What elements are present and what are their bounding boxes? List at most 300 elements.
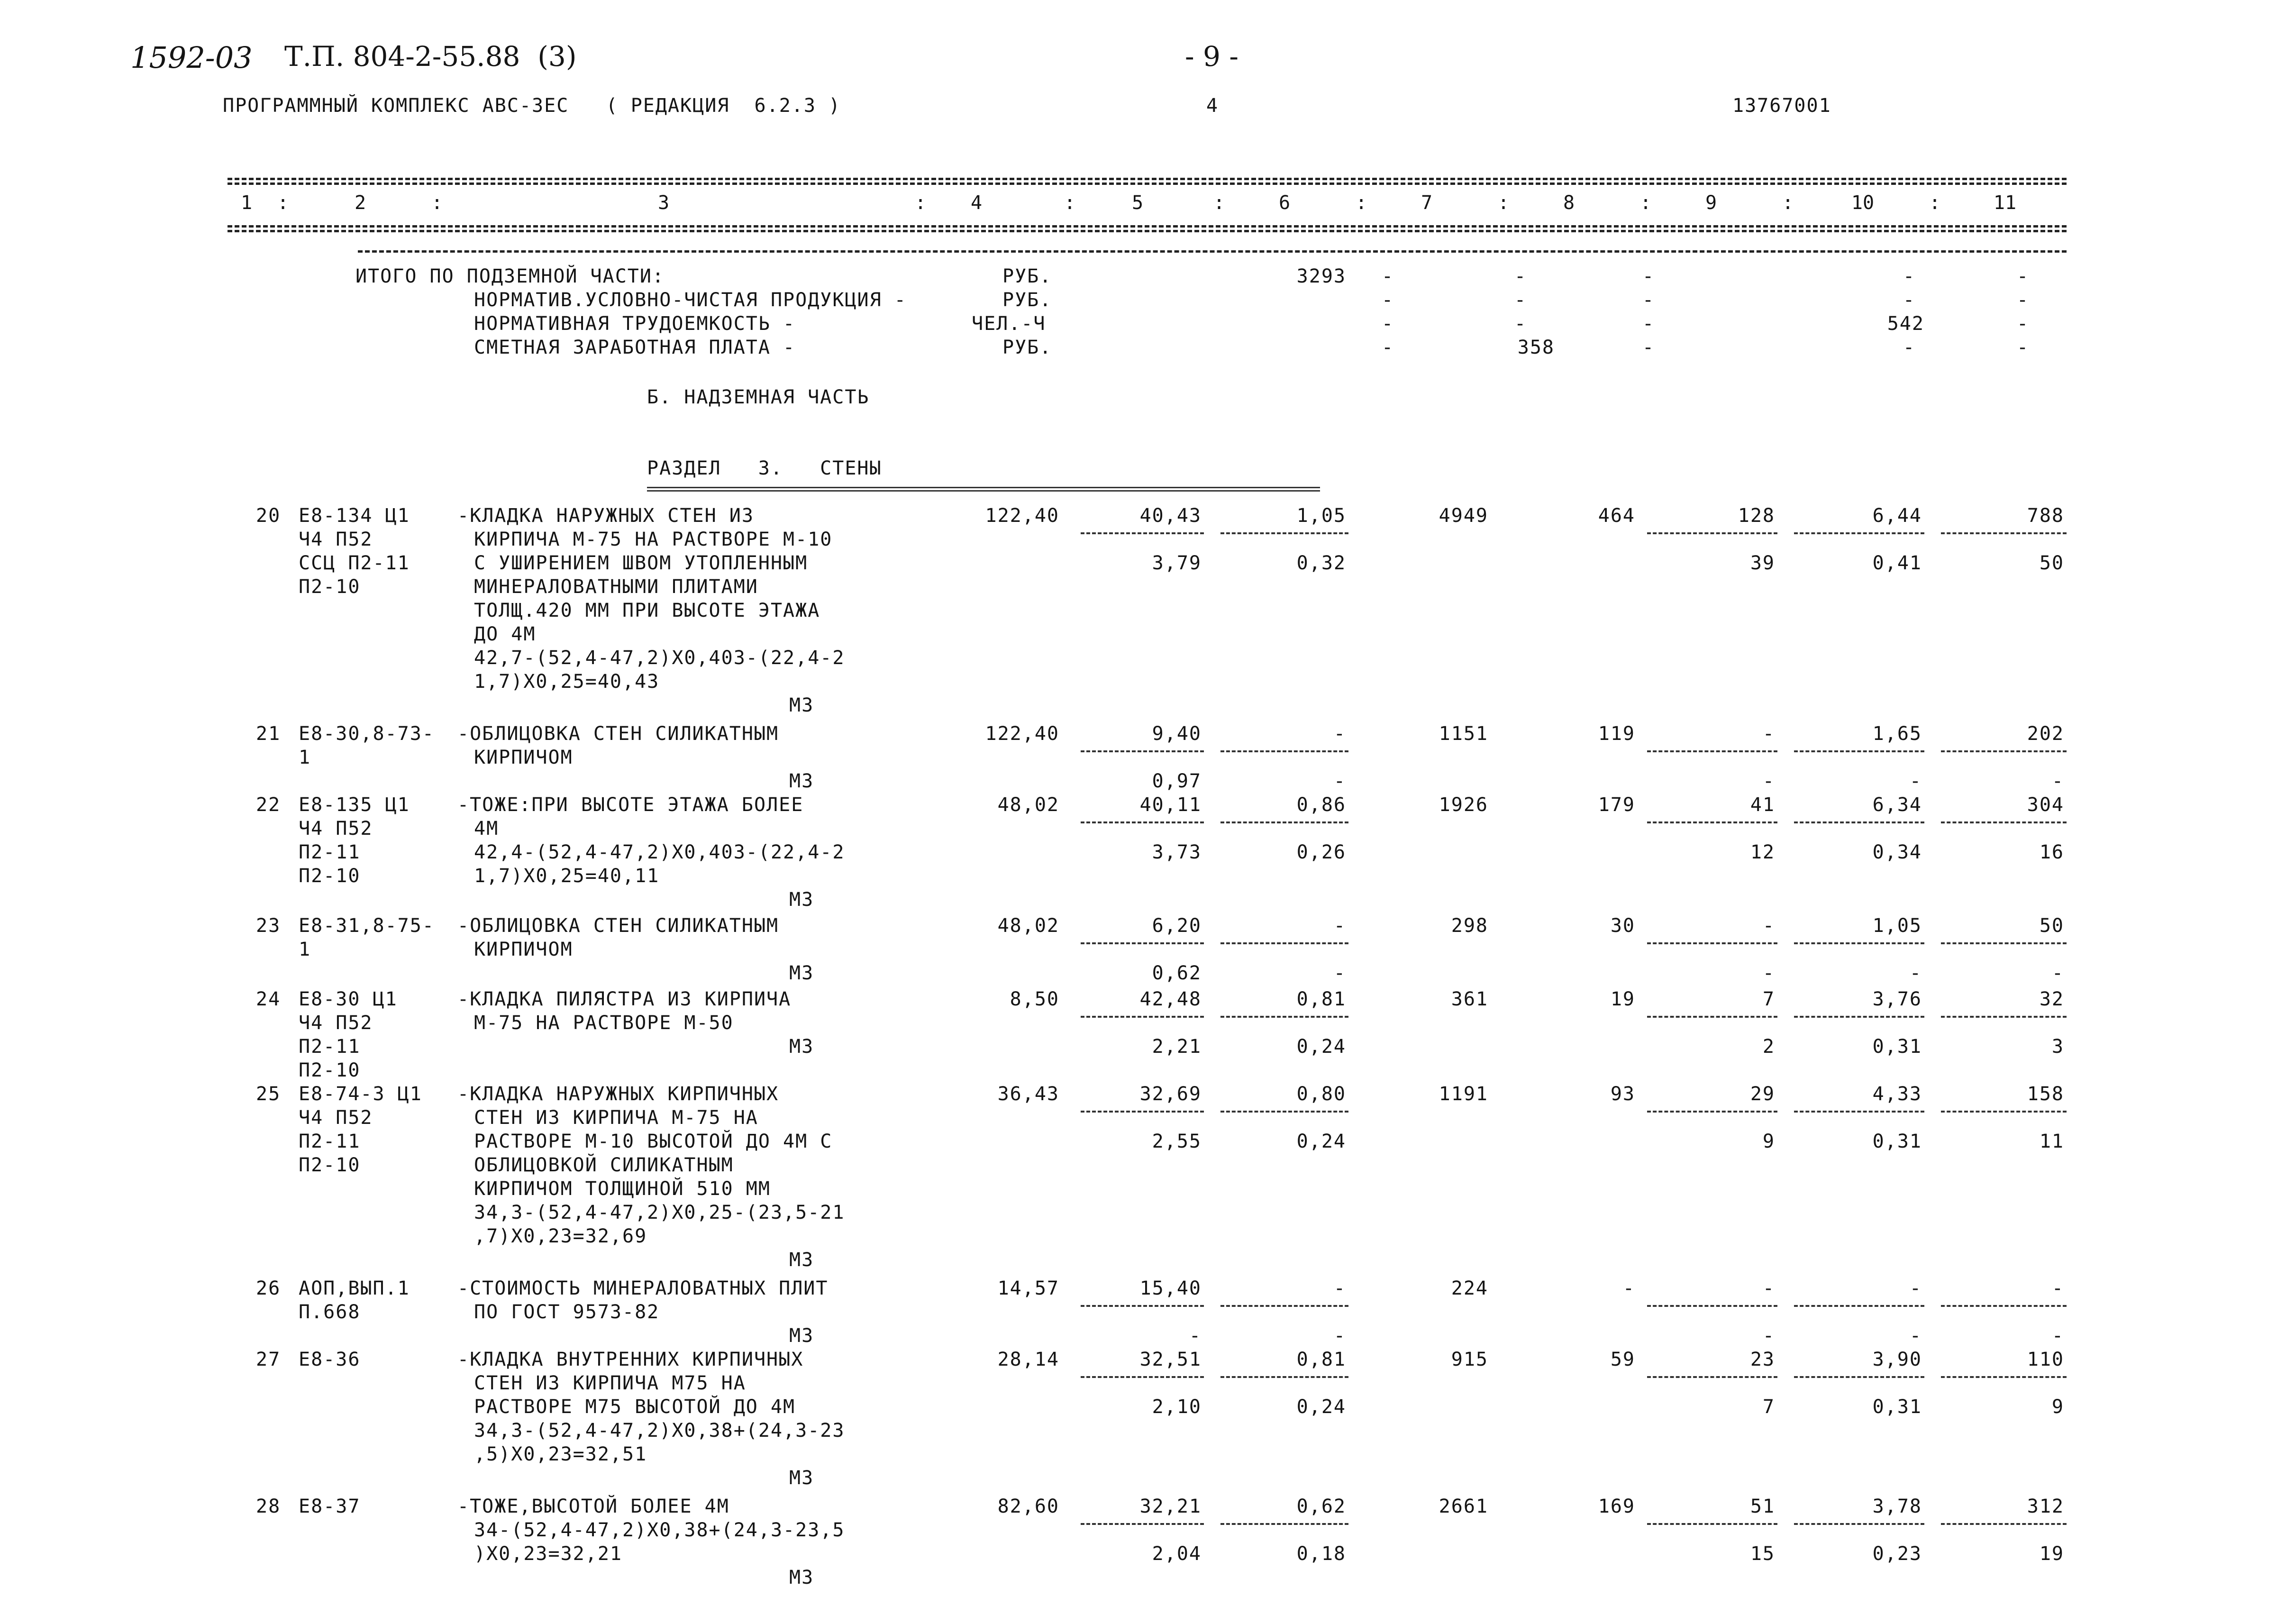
cell-c10b: - bbox=[1909, 770, 1922, 792]
row-description: С УШИРЕНИЕМ ШВОМ УТОПЛЕННЫМ bbox=[474, 552, 808, 574]
cell-c9b: - bbox=[1762, 1325, 1775, 1347]
cell-c6b: 0,24 bbox=[1296, 1131, 1346, 1152]
row-code: П2-10 bbox=[299, 865, 361, 887]
cell-rule bbox=[1220, 1305, 1348, 1307]
column-number: 6 bbox=[1278, 192, 1291, 214]
cell-c5b: 2,55 bbox=[1152, 1131, 1202, 1152]
totals-dash: - bbox=[1903, 337, 1916, 358]
column-separator: : bbox=[1929, 192, 1942, 214]
column-number: 4 bbox=[970, 192, 983, 214]
column-separator: : bbox=[431, 192, 444, 214]
totals-dash: - bbox=[2017, 337, 2030, 358]
totals-dash: - bbox=[1382, 337, 1394, 358]
totals-dash: - bbox=[1642, 313, 1655, 335]
cell-c10b: 0,31 bbox=[1872, 1131, 1922, 1152]
totals-dash: - bbox=[1382, 265, 1394, 287]
cell-rule bbox=[1794, 1016, 1924, 1018]
row-unit: М3 bbox=[789, 1467, 814, 1489]
row-number: 27 bbox=[256, 1349, 281, 1370]
cell-rule bbox=[1220, 942, 1348, 944]
cell-c10: 6,34 bbox=[1872, 794, 1922, 816]
row-description: КИРПИЧОМ ТОЛЩИНОЙ 510 ММ bbox=[474, 1178, 771, 1200]
cell-c10b: 0,41 bbox=[1872, 552, 1922, 574]
cell-c11: 50 bbox=[2039, 915, 2064, 937]
totals-dash: - bbox=[2017, 313, 2030, 335]
cell-c6b: - bbox=[1333, 770, 1346, 792]
row-description: 1,7)Х0,25=40,11 bbox=[474, 865, 660, 887]
totals-conditional-product: НОРМАТИВ.УСЛОВНО-ЧИСТАЯ ПРОДУКЦИЯ - bbox=[474, 289, 907, 311]
header-bottom-rule bbox=[228, 225, 2067, 228]
cell-c4: 122,40 bbox=[985, 723, 1059, 745]
cell-rule bbox=[1647, 1305, 1777, 1307]
cell-c10: 1,05 bbox=[1872, 915, 1922, 937]
cell-c5: 32,69 bbox=[1139, 1083, 1202, 1105]
cell-c9b: 12 bbox=[1750, 841, 1775, 863]
cell-c6b: 0,18 bbox=[1296, 1543, 1346, 1565]
cell-c8: 169 bbox=[1598, 1496, 1635, 1517]
cell-c4: 8,50 bbox=[1010, 988, 1059, 1010]
cell-c9: 51 bbox=[1750, 1496, 1775, 1517]
row-unit: М3 bbox=[789, 889, 814, 911]
totals-dash: - bbox=[2017, 265, 2030, 287]
cell-c7: 1151 bbox=[1439, 723, 1488, 745]
cell-c5b: 3,73 bbox=[1152, 841, 1202, 863]
row-description: 42,7-(52,4-47,2)Х0,403-(22,4-2 bbox=[474, 647, 845, 669]
row-code: 1 bbox=[299, 939, 311, 960]
cell-c10: 3,90 bbox=[1872, 1349, 1922, 1370]
cell-c9b: 15 bbox=[1750, 1543, 1775, 1565]
column-number: 11 bbox=[1993, 192, 2017, 214]
cell-c4: 48,02 bbox=[997, 915, 1059, 937]
cell-c5: 42,48 bbox=[1139, 988, 1202, 1010]
document-reference: Т.П. 804-2-55.88 (3) bbox=[284, 40, 577, 73]
cell-c9: - bbox=[1762, 915, 1775, 937]
row-code: Ч4 П52 bbox=[299, 529, 373, 550]
cell-rule bbox=[1220, 1111, 1348, 1113]
cell-c10: 4,33 bbox=[1872, 1083, 1922, 1105]
cell-c7: 2661 bbox=[1439, 1496, 1488, 1517]
row-code: Е8-74-3 Ц1 bbox=[299, 1083, 422, 1105]
cell-c5: 32,21 bbox=[1139, 1496, 1202, 1517]
row-description: ,7)Х0,23=32,69 bbox=[474, 1225, 647, 1247]
cell-c5: 40,11 bbox=[1139, 794, 1202, 816]
cell-rule bbox=[1220, 1523, 1348, 1525]
handwritten-code: 1592-03 bbox=[130, 40, 253, 75]
row-unit: М3 bbox=[789, 962, 814, 984]
row-code: Е8-30 Ц1 bbox=[299, 988, 398, 1010]
cell-c5: 15,40 bbox=[1139, 1277, 1202, 1299]
row-unit: М3 bbox=[789, 770, 814, 792]
row-code: Ч4 П52 bbox=[299, 818, 373, 839]
row-unit: М3 bbox=[789, 1036, 814, 1058]
cell-rule bbox=[1794, 1111, 1924, 1113]
cell-c10: 1,65 bbox=[1872, 723, 1922, 745]
page-number: - 9 - bbox=[1185, 40, 1239, 73]
cell-c4: 82,60 bbox=[997, 1496, 1059, 1517]
row-code: Е8-30,8-73- bbox=[299, 723, 435, 745]
cell-c10b: 0,31 bbox=[1872, 1036, 1922, 1058]
cell-rule bbox=[1941, 532, 2067, 534]
totals-unit-4: РУБ. bbox=[1002, 337, 1052, 358]
document-code: 13767001 bbox=[1732, 95, 1831, 117]
cell-rule bbox=[1794, 1305, 1924, 1307]
totals-dash: - bbox=[1382, 289, 1394, 311]
cell-c7: 1191 bbox=[1439, 1083, 1488, 1105]
row-code: П2-11 bbox=[299, 1131, 361, 1152]
row-code: П2-11 bbox=[299, 841, 361, 863]
cell-rule bbox=[1220, 1376, 1348, 1378]
cell-c6: 0,86 bbox=[1296, 794, 1346, 816]
cell-c9: - bbox=[1762, 1277, 1775, 1299]
cell-rule bbox=[1941, 750, 2067, 752]
cell-c11: 158 bbox=[2027, 1083, 2064, 1105]
row-description: ОБЛИЦОВКОЙ СИЛИКАТНЫМ bbox=[474, 1154, 734, 1176]
cell-rule bbox=[1081, 1376, 1204, 1378]
cell-c8: 464 bbox=[1598, 505, 1635, 527]
totals-dash: - bbox=[1514, 265, 1527, 287]
row-description: КИРПИЧА М-75 НА РАСТВОРЕ М-10 bbox=[474, 529, 833, 550]
cell-rule bbox=[1647, 750, 1777, 752]
cell-c11: 110 bbox=[2027, 1349, 2064, 1370]
row-description: )Х0,23=32,21 bbox=[474, 1543, 622, 1565]
cell-rule bbox=[1941, 1111, 2067, 1113]
program-line: ПРОГРАММНЫЙ КОМПЛЕКС АВС-3ЕС ( РЕДАКЦИЯ 6.2.3 ) bbox=[223, 95, 841, 117]
cell-c10b: 0,31 bbox=[1872, 1396, 1922, 1418]
row-description: ДО 4М bbox=[474, 623, 536, 645]
cell-rule bbox=[1647, 821, 1777, 823]
totals-dash: - bbox=[1642, 337, 1655, 358]
cell-c6: - bbox=[1333, 915, 1346, 937]
cell-c11: 312 bbox=[2027, 1496, 2064, 1517]
row-number: 23 bbox=[256, 915, 281, 937]
cell-c11b: 16 bbox=[2039, 841, 2064, 863]
row-code: Е8-37 bbox=[299, 1496, 361, 1517]
row-code: П2-11 bbox=[299, 1036, 361, 1058]
cell-c8: - bbox=[1622, 1277, 1635, 1299]
row-code: Ч4 П52 bbox=[299, 1107, 373, 1129]
cell-c11: 304 bbox=[2027, 794, 2064, 816]
cell-c7: 4949 bbox=[1439, 505, 1488, 527]
row-description: -КЛАДКА ВНУТРЕННИХ КИРПИЧНЫХ bbox=[457, 1349, 804, 1370]
row-number: 24 bbox=[256, 988, 281, 1010]
cell-c9b: - bbox=[1762, 770, 1775, 792]
section-b-heading: Б. НАДЗЕМНАЯ ЧАСТЬ bbox=[647, 386, 870, 408]
cell-c6: 0,62 bbox=[1296, 1496, 1346, 1517]
cell-c11b: 19 bbox=[2039, 1543, 2064, 1565]
cell-c10: 3,76 bbox=[1872, 988, 1922, 1010]
cell-c8: 19 bbox=[1610, 988, 1635, 1010]
cell-rule bbox=[1081, 942, 1204, 944]
cell-c5b: 2,21 bbox=[1152, 1036, 1202, 1058]
cell-rule bbox=[1647, 1111, 1777, 1113]
row-number: 26 bbox=[256, 1277, 281, 1299]
row-description: 1,7)Х0,25=40,43 bbox=[474, 671, 660, 693]
totals-col6: 3293 bbox=[1296, 265, 1346, 287]
cell-c11b: - bbox=[2051, 962, 2064, 984]
cell-c4: 36,43 bbox=[997, 1083, 1059, 1105]
cell-c11b: 9 bbox=[2051, 1396, 2064, 1418]
cell-rule bbox=[1941, 1305, 2067, 1307]
cell-c6: 0,81 bbox=[1296, 988, 1346, 1010]
cell-rule bbox=[1081, 532, 1204, 534]
cell-c6b: - bbox=[1333, 1325, 1346, 1347]
cell-c10b: - bbox=[1909, 1325, 1922, 1347]
cell-c6b: 0,24 bbox=[1296, 1036, 1346, 1058]
cell-rule bbox=[1647, 1016, 1777, 1018]
row-code: П2-10 bbox=[299, 576, 361, 598]
totals-unit-2: РУБ. bbox=[1002, 289, 1052, 311]
cell-c6b: 0,26 bbox=[1296, 841, 1346, 863]
cell-c6: - bbox=[1333, 723, 1346, 745]
cell-c5: 6,20 bbox=[1152, 915, 1202, 937]
cell-c6: 1,05 bbox=[1296, 505, 1346, 527]
totals-col8: 358 bbox=[1517, 337, 1555, 358]
totals-dash: - bbox=[2017, 289, 2030, 311]
row-description: -ТОЖЕ,ВЫСОТОЙ БОЛЕЕ 4М bbox=[457, 1496, 729, 1517]
row-description: ,5)Х0,23=32,51 bbox=[474, 1443, 647, 1465]
row-description: СТЕН ИЗ КИРПИЧА М75 НА bbox=[474, 1372, 746, 1394]
cell-c9: 128 bbox=[1738, 505, 1775, 527]
cell-c5b: 2,04 bbox=[1152, 1543, 1202, 1565]
column-number: 9 bbox=[1705, 192, 1717, 214]
row-code: П2-10 bbox=[299, 1154, 361, 1176]
cell-rule bbox=[1081, 1305, 1204, 1307]
cell-c7: 1926 bbox=[1439, 794, 1488, 816]
row-description: СТЕН ИЗ КИРПИЧА М-75 НА bbox=[474, 1107, 758, 1129]
totals-col10: 542 bbox=[1887, 313, 1924, 335]
cell-c4: 14,57 bbox=[997, 1277, 1059, 1299]
cell-c11b: 11 bbox=[2039, 1131, 2064, 1152]
row-description: -ОБЛИЦОВКА СТЕН СИЛИКАТНЫМ bbox=[457, 723, 779, 745]
cell-c9: 29 bbox=[1750, 1083, 1775, 1105]
cell-c7: 298 bbox=[1451, 915, 1488, 937]
cell-rule bbox=[1941, 1376, 2067, 1378]
cell-c7: 224 bbox=[1451, 1277, 1488, 1299]
row-code: П.668 bbox=[299, 1301, 361, 1323]
cell-rule bbox=[1220, 750, 1348, 752]
cell-c9: 7 bbox=[1762, 988, 1775, 1010]
totals-unit-3: ЧЕЛ.-Ч bbox=[972, 313, 1046, 335]
row-description: -ОБЛИЦОВКА СТЕН СИЛИКАТНЫМ bbox=[457, 915, 779, 937]
column-separator: : bbox=[1498, 192, 1511, 214]
row-description: РАСТВОРЕ М75 ВЫСОТОЙ ДО 4М bbox=[474, 1396, 796, 1418]
row-code: П2-10 bbox=[299, 1059, 361, 1081]
header-top-rule bbox=[228, 178, 2067, 180]
cell-c6: - bbox=[1333, 1277, 1346, 1299]
cell-rule bbox=[1647, 532, 1777, 534]
cell-c11: 32 bbox=[2039, 988, 2064, 1010]
row-description: 34-(52,4-47,2)Х0,38+(24,3-23,5 bbox=[474, 1519, 845, 1541]
row-code: Е8-134 Ц1 bbox=[299, 505, 410, 527]
row-unit: М3 bbox=[789, 1325, 814, 1347]
cell-c10b: 0,23 bbox=[1872, 1543, 1922, 1565]
cell-c7: 361 bbox=[1451, 988, 1488, 1010]
cell-c6: 0,81 bbox=[1296, 1349, 1346, 1370]
cell-c6: 0,80 bbox=[1296, 1083, 1346, 1105]
cell-c11b: - bbox=[2051, 770, 2064, 792]
header-bottom-rule-2 bbox=[228, 230, 2067, 232]
cell-c9b: 7 bbox=[1762, 1396, 1775, 1418]
section-3-underline bbox=[647, 487, 1320, 492]
column-separator: : bbox=[1640, 192, 1653, 214]
totals-dash: - bbox=[1514, 289, 1527, 311]
cell-rule bbox=[1220, 821, 1348, 823]
section-3-heading: РАЗДЕЛ 3. СТЕНЫ bbox=[647, 457, 882, 479]
column-number: 1 bbox=[240, 192, 253, 214]
cell-c9b: - bbox=[1762, 962, 1775, 984]
cell-c5b: 0,97 bbox=[1152, 770, 1202, 792]
row-code: Е8-36 bbox=[299, 1349, 361, 1370]
cell-c7: 915 bbox=[1451, 1349, 1488, 1370]
column-number: 3 bbox=[657, 192, 670, 214]
row-code: Ч4 П52 bbox=[299, 1012, 373, 1034]
column-separator: : bbox=[1782, 192, 1795, 214]
row-description: МИНЕРАЛОВАТНЫМИ ПЛИТАМИ bbox=[474, 576, 758, 598]
header-top-rule-2 bbox=[228, 182, 2067, 185]
row-description: КИРПИЧОМ bbox=[474, 939, 573, 960]
cell-c6b: - bbox=[1333, 962, 1346, 984]
cell-c9b: 39 bbox=[1750, 552, 1775, 574]
cell-c6b: 0,32 bbox=[1296, 552, 1346, 574]
column-number: 10 bbox=[1851, 192, 1875, 214]
row-number: 20 bbox=[256, 505, 281, 527]
totals-top-rule bbox=[358, 250, 2067, 253]
cell-rule bbox=[1647, 942, 1777, 944]
row-description: 42,4-(52,4-47,2)Х0,403-(22,4-2 bbox=[474, 841, 845, 863]
cell-c5: 9,40 bbox=[1152, 723, 1202, 745]
column-separator: : bbox=[277, 192, 290, 214]
cell-c5b: 0,62 bbox=[1152, 962, 1202, 984]
cell-c9: 41 bbox=[1750, 794, 1775, 816]
row-unit: М3 bbox=[789, 694, 814, 716]
cell-c5: 40,43 bbox=[1139, 505, 1202, 527]
column-separator: : bbox=[915, 192, 928, 214]
cell-rule bbox=[1794, 750, 1924, 752]
row-description: 34,3-(52,4-47,2)Х0,25-(23,5-21 bbox=[474, 1202, 845, 1223]
cell-rule bbox=[1794, 821, 1924, 823]
row-unit: М3 bbox=[789, 1249, 814, 1271]
totals-dash: - bbox=[1903, 289, 1916, 311]
cell-c10: 6,44 bbox=[1872, 505, 1922, 527]
row-description: -ТОЖЕ:ПРИ ВЫСОТЕ ЭТАЖА БОЛЕЕ bbox=[457, 794, 804, 816]
cell-c11: 202 bbox=[2027, 723, 2064, 745]
cell-c8: 179 bbox=[1598, 794, 1635, 816]
cell-c9b: 9 bbox=[1762, 1131, 1775, 1152]
cell-rule bbox=[1794, 1523, 1924, 1525]
row-number: 22 bbox=[256, 794, 281, 816]
cell-c9b: 2 bbox=[1762, 1036, 1775, 1058]
cell-rule bbox=[1794, 1376, 1924, 1378]
cell-c5b: 3,79 bbox=[1152, 552, 1202, 574]
cell-c5b: 2,10 bbox=[1152, 1396, 1202, 1418]
cell-rule bbox=[1794, 532, 1924, 534]
cell-rule bbox=[1941, 942, 2067, 944]
cell-rule bbox=[1081, 750, 1204, 752]
cell-c4: 28,14 bbox=[997, 1349, 1059, 1370]
row-description: -КЛАДКА ПИЛЯСТРА ИЗ КИРПИЧА bbox=[457, 988, 792, 1010]
cell-c6b: 0,24 bbox=[1296, 1396, 1346, 1418]
cell-c4: 122,40 bbox=[985, 505, 1059, 527]
cell-rule bbox=[1941, 1016, 2067, 1018]
totals-dash: - bbox=[1642, 289, 1655, 311]
cell-c11b: - bbox=[2051, 1325, 2064, 1347]
cell-rule bbox=[1647, 1523, 1777, 1525]
cell-c11b: 3 bbox=[2051, 1036, 2064, 1058]
cell-c11: 788 bbox=[2027, 505, 2064, 527]
totals-wage: СМЕТНАЯ ЗАРАБОТНАЯ ПЛАТА - bbox=[474, 337, 796, 358]
column-number: 7 bbox=[1421, 192, 1433, 214]
row-code: ССЦ П2-11 bbox=[299, 552, 410, 574]
cell-c8: 119 bbox=[1598, 723, 1635, 745]
totals-dash: - bbox=[1382, 313, 1394, 335]
row-description: 34,3-(52,4-47,2)Х0,38+(24,3-23 bbox=[474, 1420, 845, 1442]
row-code: Е8-31,8-75- bbox=[299, 915, 435, 937]
cell-rule bbox=[1081, 1523, 1204, 1525]
cell-c9: - bbox=[1762, 723, 1775, 745]
cell-rule bbox=[1220, 1016, 1348, 1018]
totals-labor-intensity: НОРМАТИВНАЯ ТРУДОЕМКОСТЬ - bbox=[474, 313, 796, 335]
cell-c9: 23 bbox=[1750, 1349, 1775, 1370]
cell-c8: 93 bbox=[1610, 1083, 1635, 1105]
row-description: КИРПИЧОМ bbox=[474, 747, 573, 768]
totals-title: ИТОГО ПО ПОДЗЕМНОЙ ЧАСТИ: bbox=[355, 265, 665, 287]
row-number: 25 bbox=[256, 1083, 281, 1105]
cell-c8: 59 bbox=[1610, 1349, 1635, 1370]
row-description: -КЛАДКА НАРУЖНЫХ СТЕН ИЗ bbox=[457, 505, 754, 527]
cell-rule bbox=[1081, 1111, 1204, 1113]
row-description: ТОЛЩ.420 ММ ПРИ ВЫСОТЕ ЭТАЖА bbox=[474, 600, 820, 621]
row-code: АОП,ВЫП.1 bbox=[299, 1277, 410, 1299]
cell-c5: 32,51 bbox=[1139, 1349, 1202, 1370]
row-description: 4М bbox=[474, 818, 499, 839]
totals-unit-1: РУБ. bbox=[1002, 265, 1052, 287]
cell-rule bbox=[1941, 1523, 2067, 1525]
row-description: -СТОИМОСТЬ МИНЕРАЛОВАТНЫХ ПЛИТ bbox=[457, 1277, 829, 1299]
cell-c10: 3,78 bbox=[1872, 1496, 1922, 1517]
totals-dash: - bbox=[1903, 265, 1916, 287]
totals-dash: - bbox=[1642, 265, 1655, 287]
row-description: М-75 НА РАСТВОРЕ М-50 bbox=[474, 1012, 734, 1034]
column-separator: : bbox=[1213, 192, 1226, 214]
row-number: 28 bbox=[256, 1496, 281, 1517]
column-number: 2 bbox=[354, 192, 366, 214]
row-description: РАСТВОРЕ М-10 ВЫСОТОЙ ДО 4М С bbox=[474, 1131, 833, 1152]
cell-rule bbox=[1220, 532, 1348, 534]
row-number: 21 bbox=[256, 723, 281, 745]
cell-rule bbox=[1081, 1016, 1204, 1018]
row-code: 1 bbox=[299, 747, 311, 768]
column-number: 5 bbox=[1131, 192, 1144, 214]
column-separator: : bbox=[1356, 192, 1368, 214]
cell-rule bbox=[1647, 1376, 1777, 1378]
cell-c5b: - bbox=[1189, 1325, 1202, 1347]
cell-rule bbox=[1794, 942, 1924, 944]
cell-c10b: - bbox=[1909, 962, 1922, 984]
row-description: -КЛАДКА НАРУЖНЫХ КИРПИЧНЫХ bbox=[457, 1083, 779, 1105]
column-separator: : bbox=[1064, 192, 1077, 214]
row-unit: М3 bbox=[789, 1567, 814, 1588]
cell-c11b: 50 bbox=[2039, 552, 2064, 574]
sheet-number: 4 bbox=[1206, 95, 1219, 117]
cell-c8: 30 bbox=[1610, 915, 1635, 937]
cell-c10b: 0,34 bbox=[1872, 841, 1922, 863]
cell-c10: - bbox=[1909, 1277, 1922, 1299]
cell-c11: - bbox=[2051, 1277, 2064, 1299]
cell-rule bbox=[1081, 821, 1204, 823]
row-code: Е8-135 Ц1 bbox=[299, 794, 410, 816]
cell-c4: 48,02 bbox=[997, 794, 1059, 816]
row-description: ПО ГОСТ 9573-82 bbox=[474, 1301, 660, 1323]
